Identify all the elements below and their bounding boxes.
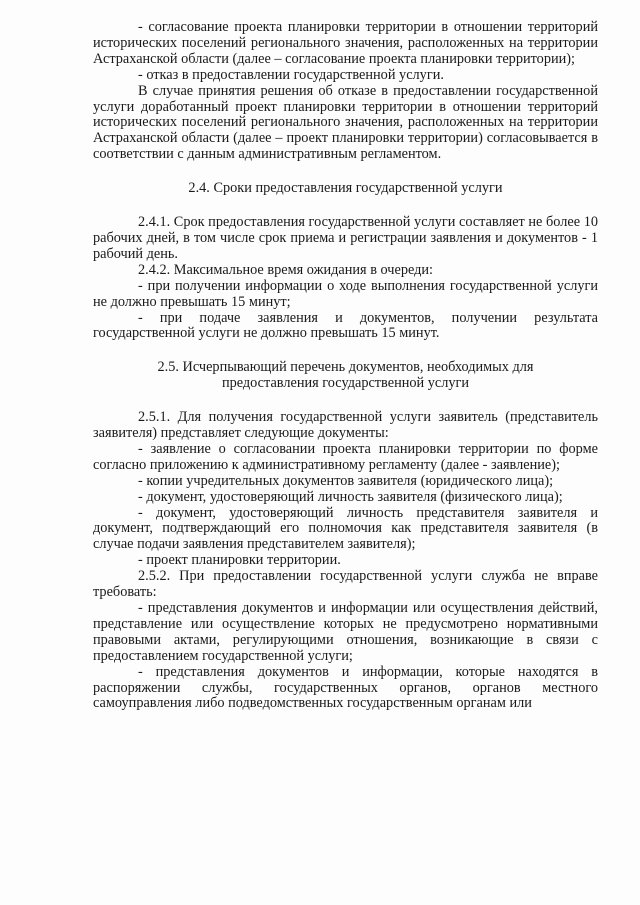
list-item-queue-submission: - при подаче заявления и документов, получении результата государственной услуги не должно превышать 15 минут. [93, 309, 598, 342]
paragraph-refusal-case: В случае принятия решения об отказе в предоставлении государственной услуги доработанный проект планировки территории в отношении территорий исторических поселений регионального значения, расположенных на территории Астраханской области (далее – проект планировки территории) согласовывается в соответствии с данным административным регламентом. [93, 82, 598, 163]
paragraph-refusal-item: - отказ в предоставлении государственной услуги. [138, 66, 444, 83]
list-item-not-required-info: - представления документов и информации, которые находятся в распоряжении службы, государственных органов, органов местного самоуправления либо подведомственных государственным органам или [93, 663, 598, 712]
section-heading-2-5-line1: 2.5. Исчерпывающий перечень документов, необходимых для [157, 359, 534, 376]
section-heading-2-4: 2.4. Сроки предоставления государственной услуги [188, 180, 503, 197]
document-body [93, 20, 598, 712]
list-item-representative-document: - документ, удостоверяющий личность представителя заявителя и документ, подтверждающий его полномочия как представителя заявителя (в случае подачи заявления представителем заявителя); [93, 504, 598, 553]
list-item-application: - заявление о согласовании проекта планировки территории по форме согласно приложению к административному регламенту (далее - заявление); [93, 440, 598, 473]
list-item-not-required-docs: - представления документов и информации или осуществления действий, представление или осуществление которых не предусмотрено нормативными правовыми актами, регулирующими отношения, возникающие в связи с предоставлением государственной услуги; [93, 600, 598, 664]
list-item-queue-info: - при получении информации о ходе выполнения государственной услуги не должно превышать 15 минут; [93, 277, 598, 310]
paragraph-approval-item: - согласование проекта планировки территории в отношении территорий исторических поселений регионального значения, расположенных на территории Астраханской области (далее – согласование проекта планировки территории); [93, 19, 598, 67]
paragraph-2-5-1: 2.5.1. Для получения государственной услуги заявитель (представитель заявителя) представляет следующие документы: [93, 409, 598, 442]
list-item-identity-document: - документ, удостоверяющий личность заявителя (физического лица); [138, 488, 563, 505]
list-item-charter-copies: - копии учредительных документов заявителя (юридического лица); [138, 472, 554, 489]
paragraph-2-4-2: 2.4.2. Максимальное время ожидания в очереди: [138, 261, 434, 278]
list-item-planning-project: - проект планировки территории. [138, 552, 341, 569]
section-heading-2-5-line2: предоставления государственной услуги [221, 375, 470, 392]
paragraph-2-5-2: 2.5.2. При предоставлении государственной услуги служба не вправе требовать: [93, 568, 598, 601]
paragraph-2-4-1: 2.4.1. Срок предоставления государственной услуги составляет не более 10 рабочих дней, в том числе срок приема и регистрации заявления и документов - 1 рабочий день. [93, 214, 598, 262]
